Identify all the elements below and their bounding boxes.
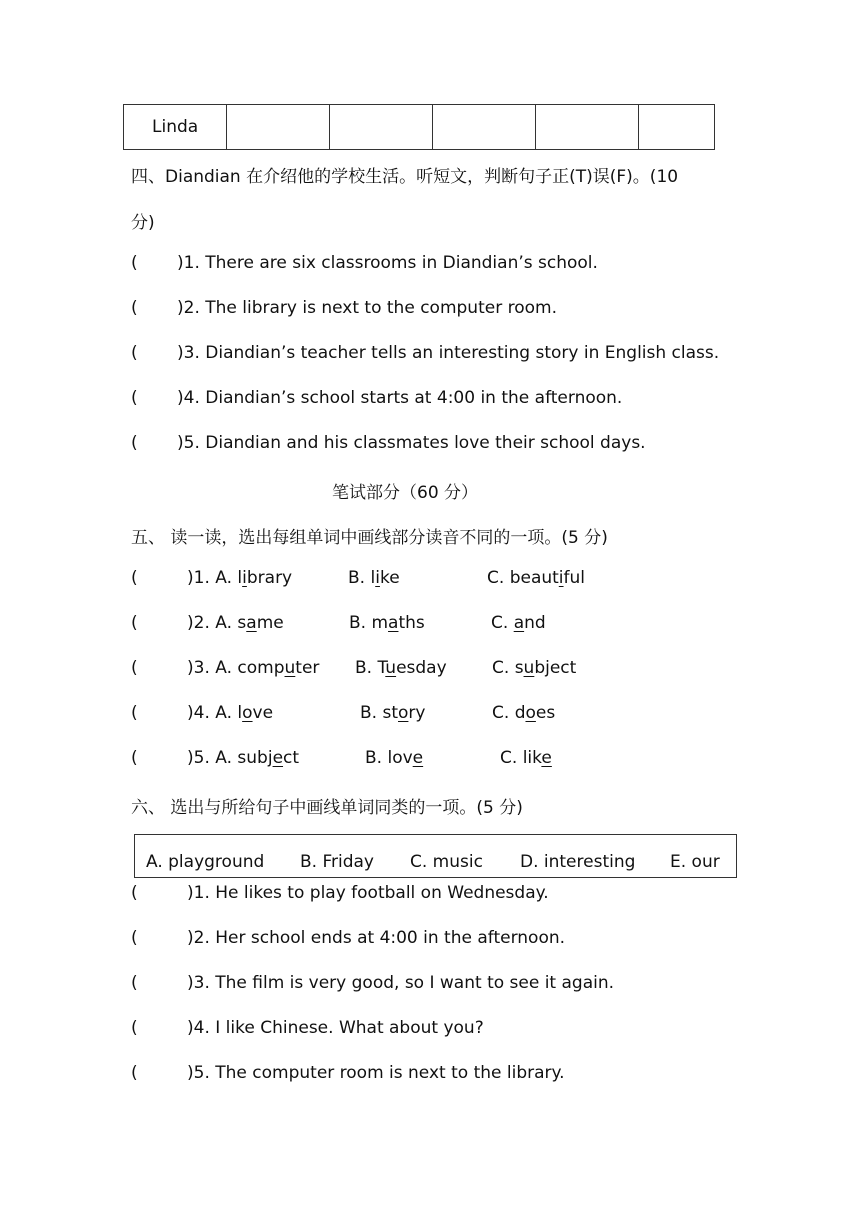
word-option: C. music (410, 852, 483, 872)
written-part-title: 笔试部分（60 分） (332, 483, 479, 503)
section5-heading: 五、 读一读，选出每组单词中画线部分读音不同的一项。(5 分) (131, 528, 608, 548)
answer-paren[interactable]: ( (131, 343, 138, 363)
question-option-b: B. maths (349, 613, 425, 633)
answer-cell[interactable] (639, 105, 715, 150)
question-option-c: C. and (491, 613, 546, 633)
answer-cell[interactable] (536, 105, 639, 150)
answer-table (123, 104, 715, 150)
section4-heading: 四、Diandian 在介绍他的学校生活。听短文，判断句子正(T)误(F)。(10 (131, 167, 679, 187)
question-option-b: B. like (348, 568, 400, 588)
question-option-a: )4. A. love (187, 703, 274, 723)
question-option-b: B. love (365, 748, 424, 768)
question-text: )4. Diandian’s school starts at 4:00 in the afternoon. (177, 388, 623, 408)
answer-paren[interactable]: ( (131, 388, 138, 408)
question-option-b: B. story (360, 703, 426, 723)
question-option-c: C. beautiful (487, 568, 586, 588)
table-row (124, 105, 715, 150)
question-option-a: )5. A. subject (187, 748, 300, 768)
word-option: D. interesting (520, 852, 636, 872)
answer-paren[interactable]: ( (131, 1063, 138, 1083)
question-text: )3. Diandian’s teacher tells an interesting story in English class. (177, 343, 720, 363)
answer-paren[interactable]: ( (131, 883, 138, 903)
table-row-label: Linda (124, 105, 227, 150)
question-text: )5. The computer room is next to the library. (187, 1063, 565, 1083)
question-text: )5. Diandian and his classmates love their school days. (177, 433, 646, 453)
answer-paren[interactable]: ( (131, 928, 138, 948)
question-option-b: B. Tuesday (355, 658, 447, 678)
answer-paren[interactable]: ( (131, 568, 138, 588)
question-option-a: )2. A. same (187, 613, 284, 633)
question-text: )2. The library is next to the computer room. (177, 298, 557, 318)
answer-paren[interactable]: ( (131, 613, 138, 633)
answer-cell[interactable] (433, 105, 536, 150)
answer-paren[interactable]: ( (131, 253, 138, 273)
answer-cell[interactable] (227, 105, 330, 150)
answer-cell[interactable] (330, 105, 433, 150)
answer-paren[interactable]: ( (131, 658, 138, 678)
word-option: E. our (670, 852, 720, 872)
question-option-c: C. subject (492, 658, 577, 678)
answer-paren[interactable]: ( (131, 748, 138, 768)
question-text: )3. The film is very good, so I want to see it again. (187, 973, 615, 993)
question-option-c: C. does (492, 703, 556, 723)
question-text: )1. He likes to play football on Wednesday. (187, 883, 549, 903)
question-text: )2. Her school ends at 4:00 in the afternoon. (187, 928, 566, 948)
question-option-c: C. like (500, 748, 552, 768)
question-option-a: )3. A. computer (187, 658, 320, 678)
answer-paren[interactable]: ( (131, 1018, 138, 1038)
question-text: )1. There are six classrooms in Diandian’s school. (177, 253, 598, 273)
answer-paren[interactable]: ( (131, 973, 138, 993)
word-options-box (134, 834, 737, 878)
answer-paren[interactable]: ( (131, 298, 138, 318)
section4-heading-cont: 分) (131, 213, 155, 233)
question-option-a: )1. A. library (187, 568, 293, 588)
question-text: )4. I like Chinese. What about you? (187, 1018, 484, 1038)
word-option: B. Friday (300, 852, 374, 872)
section6-heading: 六、 选出与所给句子中画线单词同类的一项。(5 分) (131, 798, 523, 818)
answer-paren[interactable]: ( (131, 433, 138, 453)
answer-paren[interactable]: ( (131, 703, 138, 723)
word-option: A. playground (146, 852, 265, 872)
